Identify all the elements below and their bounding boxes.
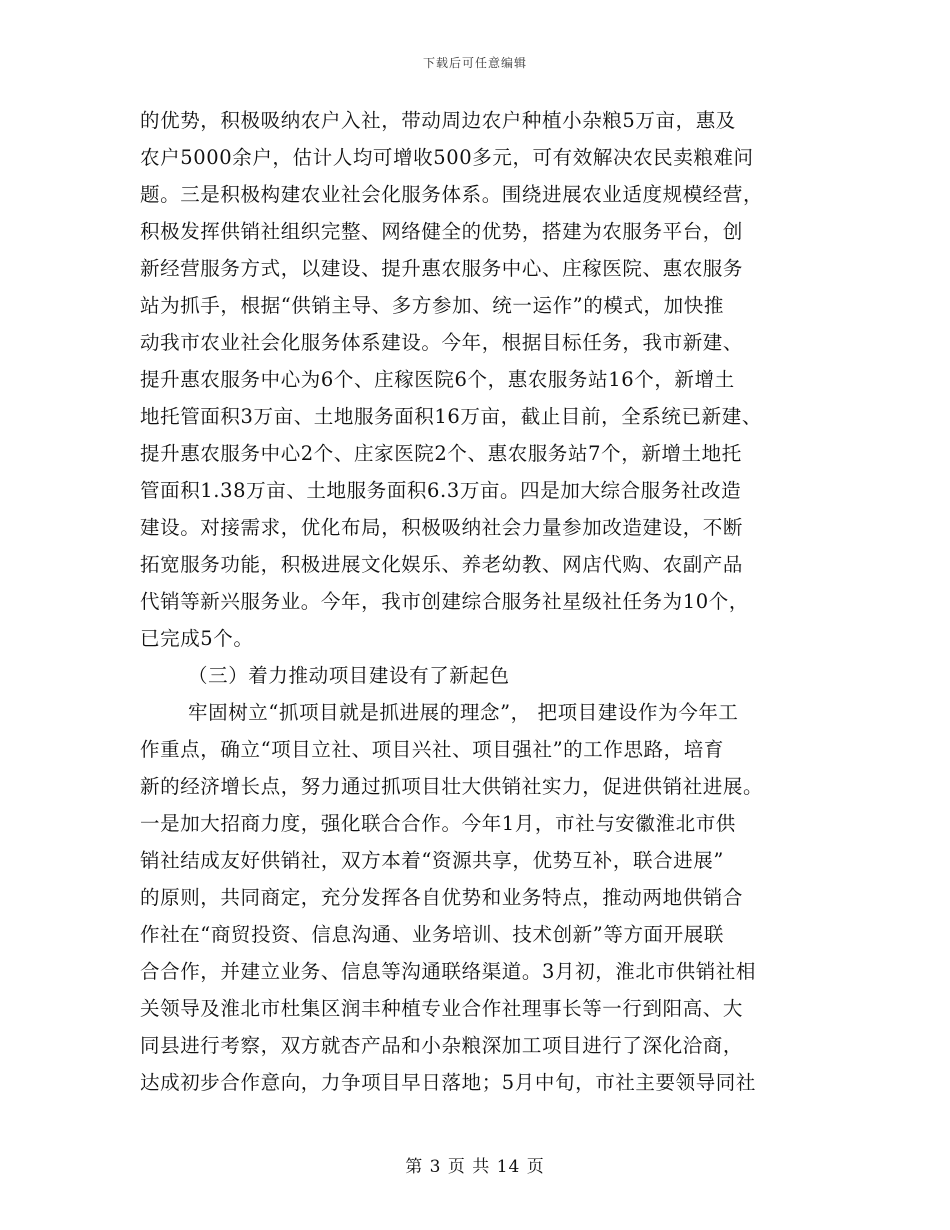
- text-line: 已完成5个。: [140, 627, 254, 650]
- text-line: 拓宽服务功能，积极进展文化娱乐、养老幼教、网店代购、农副产品: [140, 553, 744, 576]
- text-line: 新经营服务方式，以建设、提升惠农服务中心、庄稼医院、惠农服务: [140, 257, 744, 280]
- text-line: 农户5000余户，估计人均可增收500多元，可有效解决农民卖粮难问: [140, 146, 754, 169]
- page-footer: 第 3 页 共 14 页: [405, 1157, 545, 1177]
- text-line: 新的经济增长点，努力通过抓项目壮大供销社实力，促进供销社进展。: [140, 775, 764, 798]
- text-line: 地托管面积3万亩、土地服务面积16万亩，截止目前，全系统已新建、: [140, 405, 762, 428]
- text-line: 动我市农业社会化服务体系建设。今年，根据目标任务，我市新建、: [140, 331, 744, 354]
- text-line: 牢固树立“抓项目就是抓进展的理念”， 把项目建设作为今年工: [188, 701, 739, 724]
- text-line: 站为抓手，根据“供销主导、多方参加、统一运作”的模式，加快推: [140, 294, 724, 317]
- section-heading: （三）着力推动项目建设有了新起色: [188, 664, 510, 687]
- text-line: 合合作，并建立业务、信息等沟通联络渠道。3月初，淮北市供销社相: [140, 960, 757, 983]
- text-line: 达成初步合作意向，力争项目早日落地；5月中旬，市社主要领导同社: [140, 1071, 757, 1094]
- text-line: 作社在“商贸投资、信息沟通、业务培训、技术创新”等方面开展联: [140, 923, 724, 946]
- text-line: 的原则，共同商定，充分发挥各自优势和业务特点，推动两地供销合: [140, 886, 744, 909]
- text-line: 一是加大招商力度，强化联合合作。今年1月，市社与安徽淮北市供: [140, 812, 736, 835]
- text-line: 积极发挥供销社组织完整、网络健全的优势，搭建为农服务平台，创: [140, 220, 744, 243]
- text-line: 管面积1.38万亩、土地服务面积6.3万亩。四是加大综合服务社改造: [140, 479, 742, 502]
- text-line: 的优势，积极吸纳农户入社，带动周边农户种植小杂粮5万亩，惠及: [140, 109, 736, 132]
- text-line: 关领导及淮北市杜集区润丰种植专业合作社理事长等一行到阳高、大: [140, 997, 744, 1020]
- text-line: 同县进行考察，双方就杏产品和小杂粮深加工项目进行了深化洽商，: [140, 1034, 744, 1057]
- page-header: 下载后可任意编辑: [422, 56, 527, 70]
- text-line: 提升惠农服务中心为6个、庄稼医院6个，惠农服务站16个，新增土: [140, 368, 735, 391]
- document-body: [140, 102, 820, 1101]
- text-line: 作重点，确立“项目立社、项目兴社、项目强社”的工作思路，培育: [140, 738, 724, 761]
- text-line: 提升惠农服务中心2个、庄家医院2个、惠农服务站7个，新增土地托: [140, 442, 742, 465]
- text-line: 建设。对接需求，优化布局，积极吸纳社会力量参加改造建设，不断: [140, 516, 744, 539]
- text-line: 销社结成友好供销社，双方本着“资源共享，优势互补，联合进展”: [140, 849, 724, 872]
- text-line: 代销等新兴服务业。今年，我市创建综合服务社星级社任务为10个，: [140, 590, 749, 613]
- text-line: 题。三是积极构建农业社会化服务体系。围绕进展农业适度规模经营，: [140, 183, 764, 206]
